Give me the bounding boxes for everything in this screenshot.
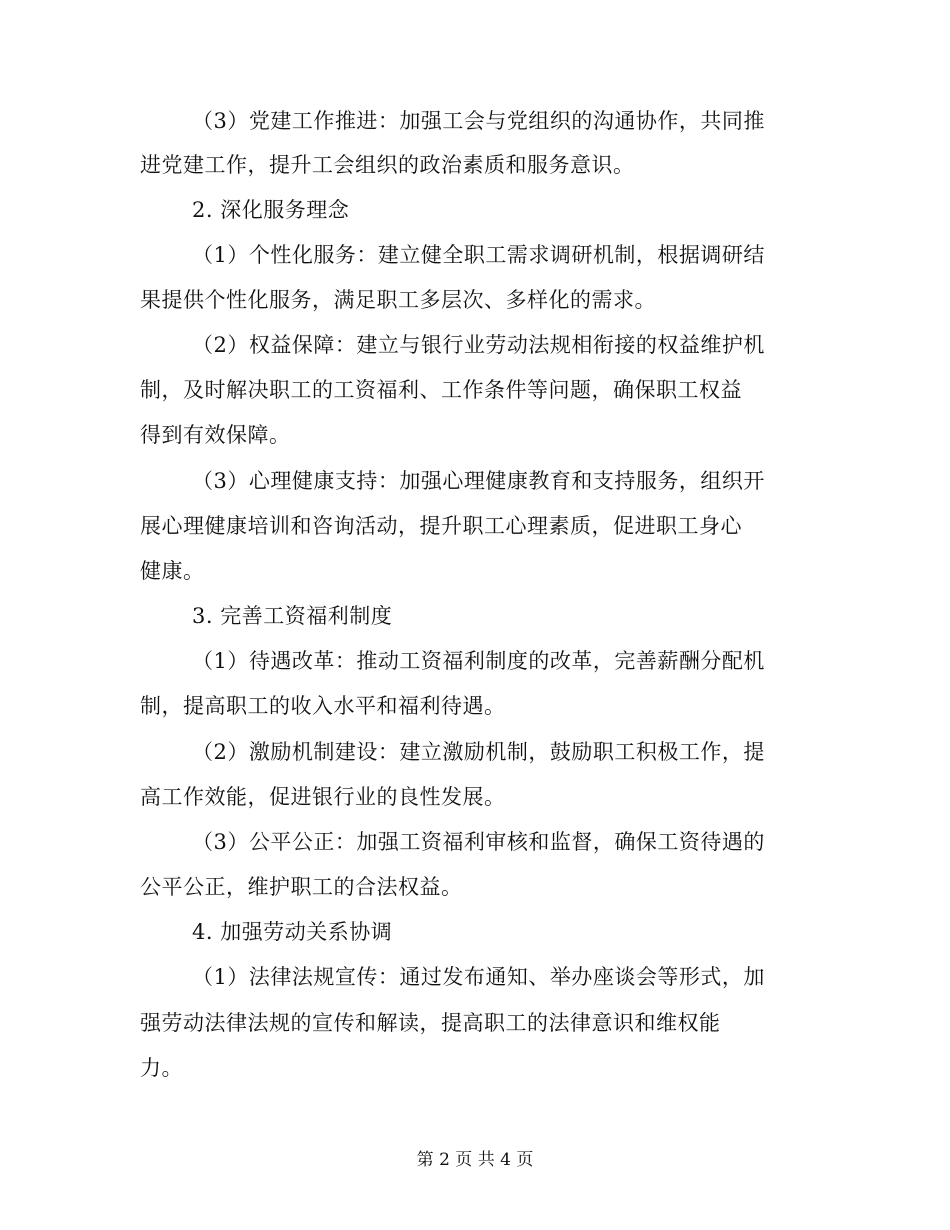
paragraph-line: 制，及时解决职工的工资福利、工作条件等问题，确保职工权益 bbox=[140, 378, 742, 402]
paragraph-line: （3）公平公正：加强工资福利审核和监督，确保工资待遇的 bbox=[192, 830, 765, 854]
page-number: 第 2 页 共 4 页 bbox=[416, 1150, 534, 1170]
paragraph-line: 公平公正，维护职工的合法权益。 bbox=[140, 875, 463, 899]
section-heading: 4. 加强劳动关系协调 bbox=[192, 920, 393, 944]
paragraph-line: 健康。 bbox=[140, 559, 205, 583]
paragraph-line: （1）待遇改革：推动工资福利制度的改革，完善薪酬分配机 bbox=[192, 649, 765, 673]
paragraph-line: 果提供个性化服务，满足职工多层次、多样化的需求。 bbox=[140, 288, 656, 312]
paragraph-line: 得到有效保障。 bbox=[140, 423, 291, 447]
section-heading: 2. 深化服务理念 bbox=[192, 198, 350, 222]
paragraph-line: （3）心理健康支持：加强心理健康教育和支持服务，组织开 bbox=[192, 469, 765, 493]
paragraph-line: 力。 bbox=[140, 1056, 183, 1080]
paragraph-line: 强劳动法律法规的宣传和解读，提高职工的法律意识和维权能 bbox=[140, 1011, 721, 1035]
paragraph-line: （1）个性化服务：建立健全职工需求调研机制，根据调研结 bbox=[192, 243, 765, 267]
paragraph-line: 进党建工作，提升工会组织的政治素质和服务意识。 bbox=[140, 153, 635, 177]
paragraph-line: 高工作效能，促进银行业的良性发展。 bbox=[140, 785, 506, 809]
paragraph-line: （2）激励机制建设：建立激励机制，鼓励职工积极工作，提 bbox=[192, 740, 765, 764]
paragraph-line: （2）权益保障：建立与银行业劳动法规相衔接的权益维护机 bbox=[192, 333, 765, 357]
paragraph-line: 展心理健康培训和咨询活动，提升职工心理素质，促进职工身心 bbox=[140, 514, 742, 538]
section-heading: 3. 完善工资福利制度 bbox=[192, 604, 393, 628]
paragraph-line: （3）党建工作推进：加强工会与党组织的沟通协作，共同推 bbox=[192, 109, 765, 133]
paragraph-line: 制，提高职工的收入水平和福利待遇。 bbox=[140, 694, 506, 718]
paragraph-line: （1）法律法规宣传：通过发布通知、举办座谈会等形式，加 bbox=[192, 965, 765, 989]
